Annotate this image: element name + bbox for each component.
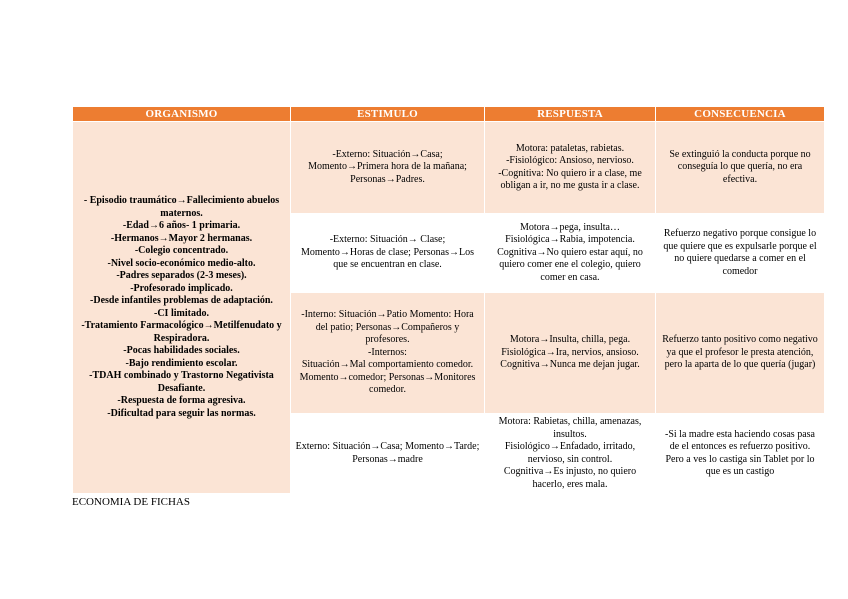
respuesta-cell bbox=[485, 214, 656, 293]
respuesta-cell bbox=[485, 122, 656, 214]
organismo-line: -Respuesta de forma agresiva. bbox=[117, 395, 246, 406]
organismo-line: -Nivel socio-económico medio-alto. bbox=[107, 257, 256, 269]
respuesta-line: Cognitiva→Es injusto, no quiero hacerlo, eres mala. bbox=[503, 466, 637, 490]
respuesta-line: Fisiológico→Enfadado, irritado, nervioso, sin control. bbox=[504, 441, 636, 465]
organismo-line: -TDAH combinado y Trastorno Negativista Desafiante. bbox=[89, 370, 274, 394]
estimulo-line: -Internos: bbox=[368, 346, 407, 358]
estimulo-line: -Interno: Situación→Patio Momento: Hora del patio; Personas→Compañeros y profesores. bbox=[301, 309, 474, 346]
respuesta-line: Motora: pataletas, rabietas. bbox=[515, 142, 625, 154]
abc-analysis-table bbox=[72, 106, 825, 494]
organismo-line: -Desde infantiles problemas de adaptación. bbox=[90, 295, 273, 306]
estimulo-line: Situación→Mal comportamiento comedor. Momento→comedor; Personas→Monitores comedor. bbox=[299, 359, 476, 396]
organismo-cell bbox=[73, 122, 291, 494]
header-respuesta: RESPUESTA bbox=[485, 107, 656, 122]
consecuencia-line: Refuerzo tanto positivo como negativo ya que el profesor le presta atención, pero la aparta de lo que quería (jugar) bbox=[662, 334, 818, 371]
respuesta-line: Motora: Rabietas, chilla, amenazas, insultos. bbox=[498, 416, 642, 440]
header-estimulo: ESTIMULO bbox=[291, 107, 485, 122]
organismo-line: -Colegio concentrado. bbox=[134, 245, 229, 256]
organismo-line: -Bajo rendimiento escolar. bbox=[125, 357, 238, 369]
header-consecuencia: CONSECUENCIA bbox=[656, 107, 825, 122]
consecuencia-line: Se extinguió la conducta porque no conseguía lo que quería, no era efectiva. bbox=[669, 148, 811, 185]
estimulo-cell bbox=[291, 122, 485, 214]
respuesta-line: Cognitiva→No quiero estar aquí, no quiero comer ene el colegio, quiero comer en casa. bbox=[497, 246, 643, 283]
estimulo-line: -Externo: Situación→Casa; Momento→Primera hora de la mañana; Personas→Padres. bbox=[308, 148, 467, 185]
respuesta-cell bbox=[485, 414, 656, 494]
consecuencia-line: Refuerzo negativo porque consigue lo que quiere que es expulsarle porque el no quiere quedarse a comer en el comedor bbox=[663, 228, 817, 277]
respuesta-line: Motora→Insulta, chilla, pega. Fisiológica→Ira, nervios, ansioso. Cognitiva→Nunca me dejan jugar. bbox=[500, 334, 640, 371]
organismo-line: -Tratamiento Farmacológico→Metilfenudato y Respiradora. bbox=[81, 320, 282, 344]
table-header-row bbox=[73, 107, 825, 122]
respuesta-line: Fisiológica→Rabia, impotencia. bbox=[505, 234, 635, 246]
estimulo-line: -Externo: Situación→ Clase; Momento→Horas de clase; Personas→Los que se encuentran en clase. bbox=[300, 234, 475, 271]
respuesta-line: -Fisiológico: Ansioso, nervioso. bbox=[506, 155, 634, 166]
respuesta-line: -Cognitiva: No quiero ir a clase, me obligan a ir, no me gusta ir a clase. bbox=[498, 167, 642, 191]
footer-note: ECONOMIA DE FICHAS bbox=[72, 496, 190, 508]
consecuencia-cell bbox=[656, 414, 825, 494]
estimulo-cell bbox=[291, 293, 485, 414]
organismo-line: -Hermanos→Mayor 2 hermanas. bbox=[110, 232, 253, 244]
organismo-line: -Padres separados (2-3 meses). bbox=[116, 270, 247, 281]
consecuencia-cell bbox=[656, 214, 825, 293]
respuesta-line: Motora→pega, insulta… bbox=[520, 221, 620, 233]
organismo-line: -Pocas habilidades sociales. bbox=[123, 345, 240, 356]
respuesta-cell bbox=[485, 293, 656, 414]
table-row bbox=[73, 122, 825, 214]
organismo-line: -CI limitado. bbox=[154, 307, 209, 319]
organismo-line: -Profesorado implicado. bbox=[130, 282, 233, 294]
organismo-line: -Dificultad para seguir las normas. bbox=[107, 407, 256, 419]
consecuencia-cell bbox=[656, 122, 825, 214]
consecuencia-line: -Si la madre esta haciendo cosas pasa de el entonces es refuerzo positivo. Pero a ves lo castiga sin Tablet por lo que es un castigo bbox=[665, 428, 815, 477]
estimulo-cell bbox=[291, 414, 485, 494]
estimulo-line: Externo: Situación→Casa; Momento→Tarde; Personas→madre bbox=[295, 441, 480, 465]
estimulo-cell bbox=[291, 214, 485, 293]
consecuencia-cell bbox=[656, 293, 825, 414]
header-organismo: ORGANISMO bbox=[73, 107, 291, 122]
organismo-line: - Episodio traumático→Fallecimiento abuelos maternos. bbox=[83, 195, 280, 219]
organismo-line: -Edad→6 años- 1 primaria. bbox=[122, 220, 241, 231]
